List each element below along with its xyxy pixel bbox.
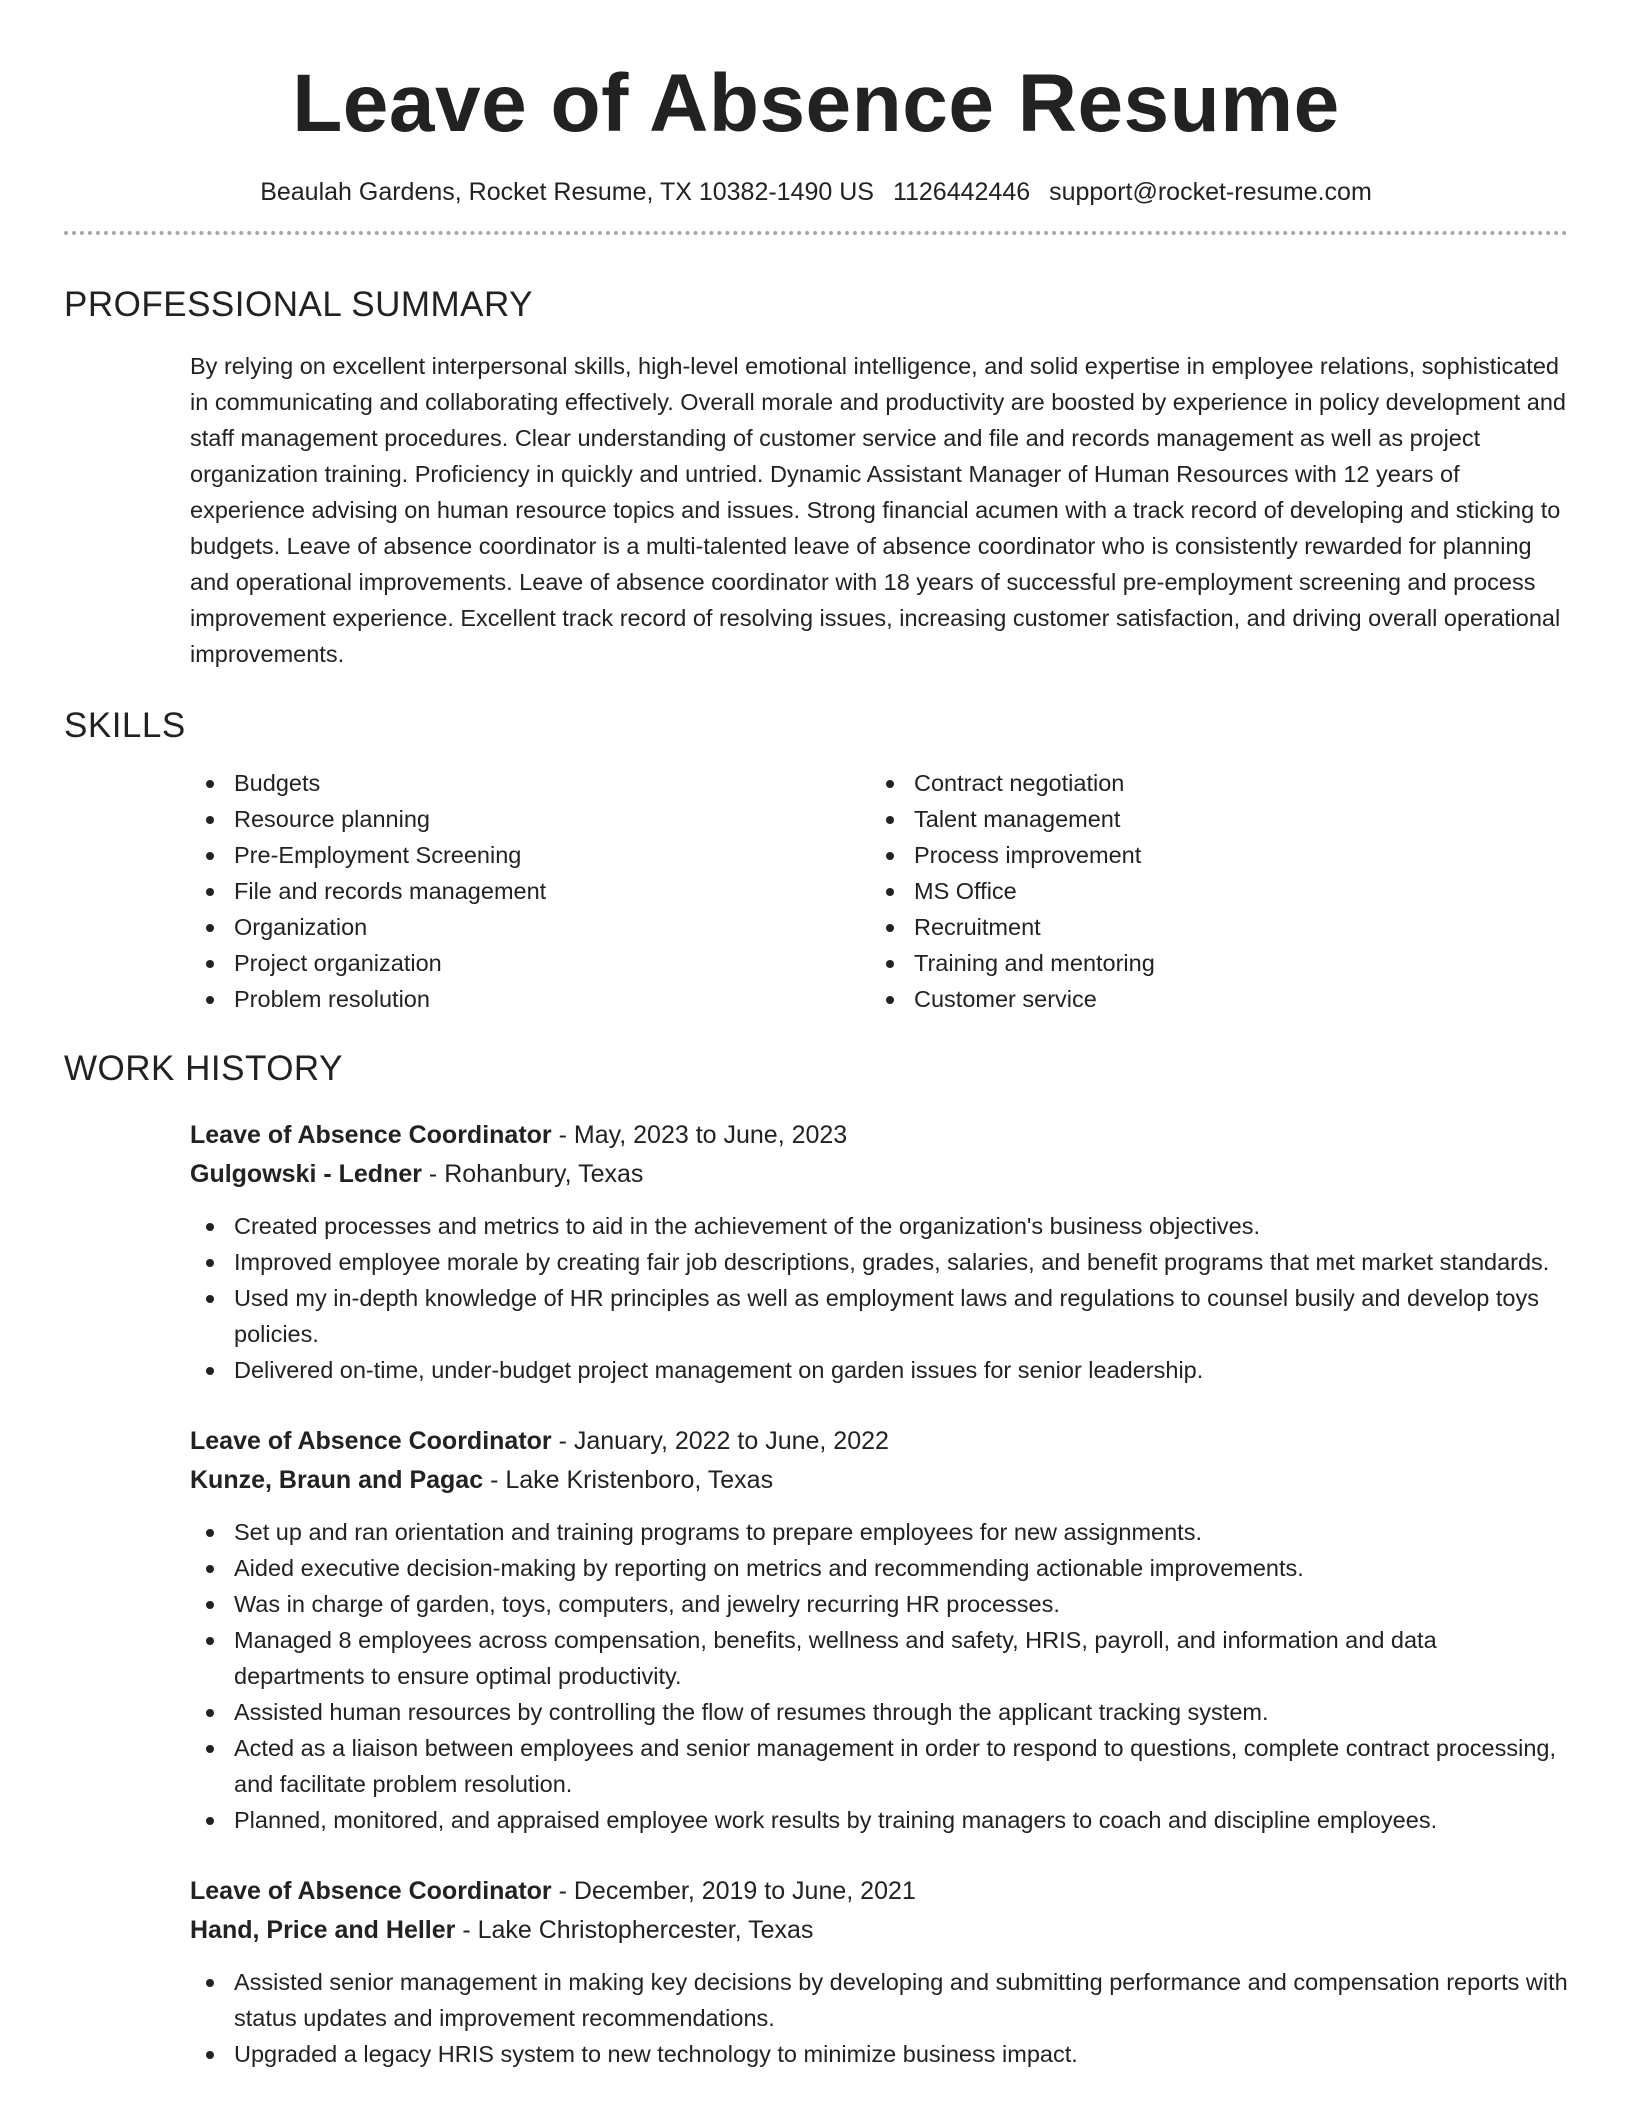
contact-line bbox=[64, 177, 1568, 207]
job-company-line bbox=[190, 1911, 1568, 1950]
job-dates: - December, 2019 to June, 2021 bbox=[551, 1877, 916, 1905]
job-entry bbox=[190, 1422, 1568, 1838]
job-location: - Lake Kristenboro, Texas bbox=[483, 1466, 774, 1494]
job-bullet: Managed 8 employees across compensation, benefits, wellness and safety, HRIS, payroll, and information and data departments to ensure optimal productivity. bbox=[190, 1622, 1568, 1694]
job-bullet: Used my in-depth knowledge of HR principles as well as employment laws and regulations to counsel busily and develop toys policies. bbox=[190, 1280, 1568, 1352]
job-location: - Rohanbury, Texas bbox=[421, 1160, 644, 1188]
skill-item: Pre-Employment Screening bbox=[190, 837, 870, 873]
skill-item: Contract negotiation bbox=[870, 765, 1550, 801]
job-company-line bbox=[190, 1461, 1568, 1500]
skill-item: Project organization bbox=[190, 945, 870, 981]
job-bullet: Assisted senior management in making key decisions by developing and submitting performance and compensation reports with status updates and improvement recommendations. bbox=[190, 1964, 1568, 2036]
job-bullets bbox=[190, 1964, 1568, 2072]
job-bullet: Acted as a liaison between employees and senior management in order to respond to questions, complete contract processing, and facilitate problem resolution. bbox=[190, 1730, 1568, 1802]
header-divider bbox=[64, 231, 1568, 235]
skill-item: MS Office bbox=[870, 873, 1550, 909]
work-history-heading: WORK HISTORY bbox=[64, 1049, 343, 1088]
job-bullet: Set up and ran orientation and training programs to prepare employees for new assignments. bbox=[190, 1514, 1568, 1550]
job-bullet: Upgraded a legacy HRIS system to new technology to minimize business impact. bbox=[190, 2036, 1568, 2072]
contact-address: Beaulah Gardens, Rocket Resume, TX 10382-1490 US bbox=[260, 178, 874, 206]
job-entry bbox=[190, 1872, 1568, 2072]
skill-item: Talent management bbox=[870, 801, 1550, 837]
job-bullets bbox=[190, 1514, 1568, 1838]
skills-column-right bbox=[870, 765, 1550, 1017]
contact-phone: 1126442446 bbox=[892, 178, 1031, 206]
job-role: Leave of Absence Coordinator bbox=[190, 1121, 552, 1149]
skill-item: File and records management bbox=[190, 873, 870, 909]
job-entry bbox=[190, 1116, 1568, 1388]
resume-title: Leave of Absence Resume bbox=[292, 58, 1340, 149]
skill-item: Recruitment bbox=[870, 909, 1550, 945]
job-bullet: Delivered on-time, under-budget project management on garden issues for senior leadership. bbox=[190, 1352, 1568, 1388]
job-bullet: Improved employee morale by creating fair job descriptions, grades, salaries, and benefit programs that met market standards. bbox=[190, 1244, 1568, 1280]
job-company: Gulgowski - Ledner bbox=[190, 1160, 422, 1188]
skill-item: Customer service bbox=[870, 981, 1550, 1017]
contact-email[interactable]: support@rocket-resume.com bbox=[1049, 178, 1372, 206]
skills-column-left bbox=[190, 765, 870, 1017]
job-company-line bbox=[190, 1155, 1568, 1194]
job-bullet: Assisted human resources by controlling the flow of resumes through the applicant tracking system. bbox=[190, 1694, 1568, 1730]
job-title-line bbox=[190, 1872, 1568, 1911]
job-role: Leave of Absence Coordinator bbox=[190, 1877, 552, 1905]
job-company: Hand, Price and Heller bbox=[190, 1916, 456, 1944]
job-company: Kunze, Braun and Pagac bbox=[190, 1466, 484, 1494]
skill-item: Organization bbox=[190, 909, 870, 945]
skills-heading: SKILLS bbox=[64, 706, 186, 745]
skill-item: Problem resolution bbox=[190, 981, 870, 1017]
skills-grid bbox=[190, 765, 1568, 1017]
job-bullets bbox=[190, 1208, 1568, 1388]
skill-item: Budgets bbox=[190, 765, 870, 801]
job-dates: - January, 2022 to June, 2022 bbox=[551, 1427, 889, 1455]
job-bullet: Planned, monitored, and appraised employee work results by training managers to coach and discipline employees. bbox=[190, 1802, 1568, 1838]
job-role: Leave of Absence Coordinator bbox=[190, 1427, 552, 1455]
job-dates: - May, 2023 to June, 2023 bbox=[551, 1121, 848, 1149]
skill-item: Process improvement bbox=[870, 837, 1550, 873]
job-bullet: Aided executive decision-making by reporting on metrics and recommending actionable improvements. bbox=[190, 1550, 1568, 1586]
summary-heading: PROFESSIONAL SUMMARY bbox=[64, 285, 533, 324]
job-bullet: Was in charge of garden, toys, computers, and jewelry recurring HR processes. bbox=[190, 1586, 1568, 1622]
summary-text: By relying on excellent interpersonal skills, high-level emotional intelligence, and solid expertise in employee relations, sophisticated in communicating and collaborating effectively. Overall morale and productivity are boosted by experience in policy development and staff management procedures. Clear understanding of customer service and file and records management as well as project organization training. Proficiency in quickly and untried. Dynamic Assistant Manager of Human Resources with 12 years of experience advising on human resource topics and issues. Strong financial acumen with a track record of developing and sticking to budgets. Leave of absence coordinator is a multi-talented leave of absence coordinator who is consistently rewarded for planning and operational improvements. Leave of absence coordinator with 18 years of successful pre-employment screening and process improvement experience. Excellent track record of resolving issues, increasing customer satisfaction, and driving overall operational improvements. bbox=[190, 353, 1566, 667]
job-bullet: Created processes and metrics to aid in the achievement of the organization's business objectives. bbox=[190, 1208, 1568, 1244]
skill-item: Resource planning bbox=[190, 801, 870, 837]
skill-item: Training and mentoring bbox=[870, 945, 1550, 981]
job-title-line bbox=[190, 1116, 1568, 1155]
job-title-line bbox=[190, 1422, 1568, 1461]
job-location: - Lake Christophercester, Texas bbox=[455, 1916, 814, 1944]
